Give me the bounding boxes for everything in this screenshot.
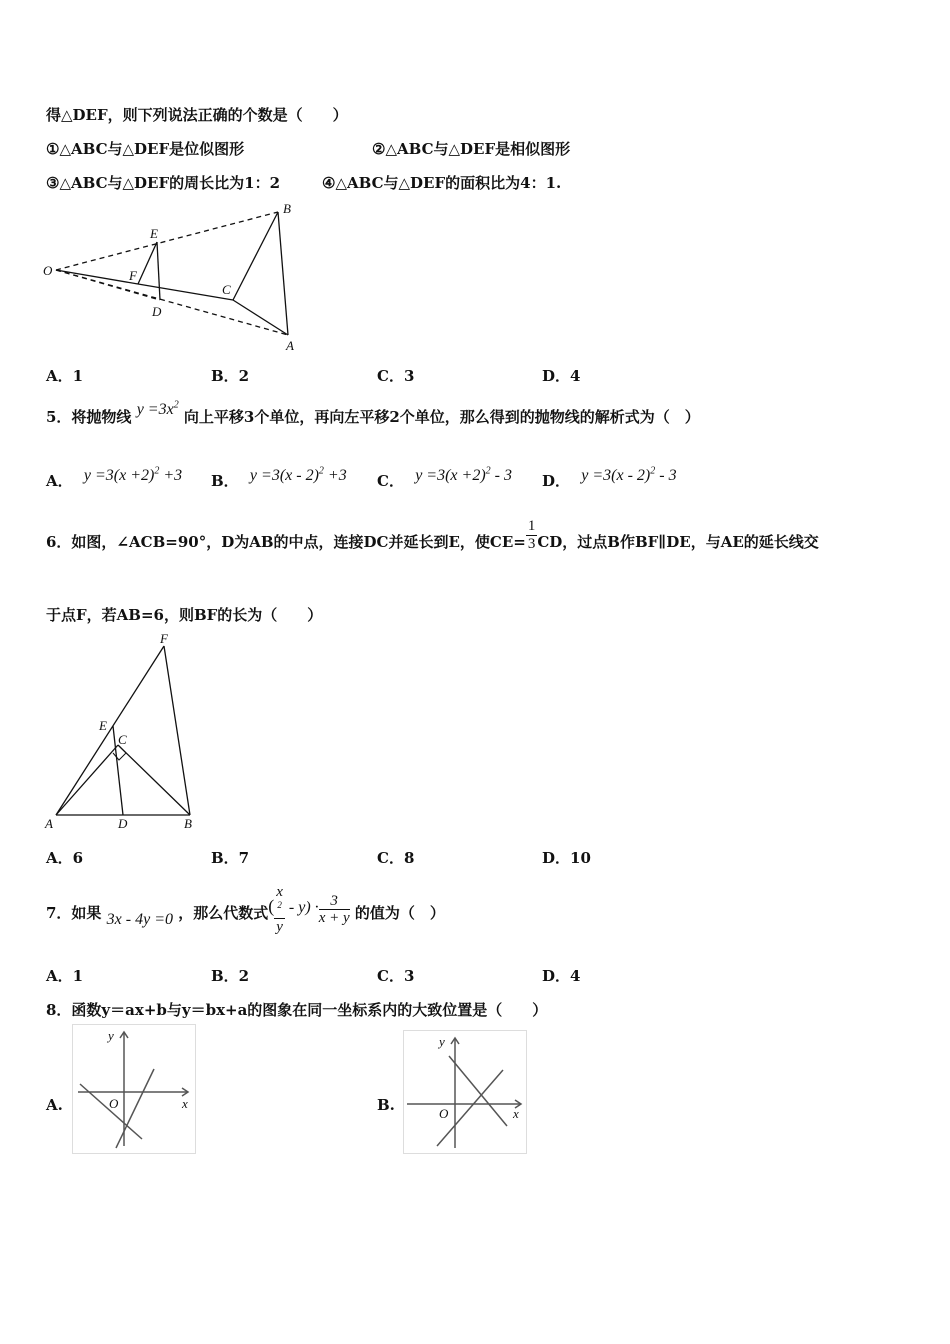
q7-fraction-x2-y: x $^2$ y [276, 884, 283, 935]
q8-option-a-label[interactable]: A. [46, 1096, 63, 1114]
q6-figure [40, 630, 210, 835]
label-E: E [99, 718, 107, 733]
segment-CB [118, 745, 190, 815]
label-A: A [45, 816, 53, 831]
q4-option-d[interactable]: D．4 [542, 367, 581, 385]
q5-option-d[interactable]: D． y =3(x - 2)$^2$ - 3 [542, 465, 677, 490]
segment-FB [164, 646, 190, 815]
q5-suffix: 向上平移3个单位，再向左平移2个单位，那么得到的抛物线的解析式为（ ） [183, 408, 700, 426]
line-2 [116, 1069, 154, 1148]
label-B: B [283, 201, 291, 216]
origin-label: O [439, 1106, 449, 1121]
label-D: D [118, 816, 128, 831]
segment-AC [56, 745, 118, 815]
q4-stem: 得△DEF，则下列说法正确的个数是（ ） [46, 106, 348, 124]
axis-x-label: x [182, 1096, 188, 1111]
q4-option-a[interactable]: A．1 [46, 367, 84, 385]
q7-option-c[interactable]: C．3 [377, 967, 415, 985]
q7-fraction-3-xy: $\frac{3}{x + y}$ [318, 892, 350, 927]
q7-option-d[interactable]: D．4 [542, 967, 581, 985]
q6-option-d[interactable]: D．10 [542, 849, 591, 867]
label-D: D [152, 304, 162, 319]
q7-stem: 7．如果 3x - 4y =0 ，那么代数式( x $^2$ y - y) · $\frac{3}{x + y}$ 的值为（ ） [46, 884, 445, 935]
q5-option-b[interactable]: B． y =3(x - 2)$^2$ +3 [211, 465, 347, 490]
label-C: C [118, 732, 127, 747]
line-1 [449, 1056, 507, 1126]
q5-expression: $y =3x^2$ [136, 399, 179, 418]
axis-y-label: y [108, 1028, 114, 1043]
q6-fraction: $\frac{1}{3}$ [527, 518, 536, 552]
q4-statement-1: ①△ABC与△DEF是位似图形 [46, 140, 245, 158]
q5-prefix: 5．将抛物线 [46, 408, 132, 426]
segment-AF [56, 646, 164, 815]
label-C: C [222, 282, 231, 297]
q7-option-a[interactable]: A．1 [46, 967, 84, 985]
q6-option-c[interactable]: C．8 [377, 849, 415, 867]
segment-FE [138, 242, 157, 284]
q4-statement-3: ③△ABC与△DEF的周长比为1：2 [46, 174, 281, 192]
axis-y-label: y [439, 1034, 445, 1049]
segment-CB [233, 212, 278, 300]
q8-option-b-label[interactable]: B. [377, 1096, 395, 1114]
q8-option-b-graph[interactable] [403, 1030, 527, 1154]
q7-condition: 3x - 4y =0 [106, 910, 173, 928]
q8-option-a-graph[interactable] [72, 1024, 196, 1154]
label-F: F [129, 268, 137, 283]
origin-label: O [109, 1096, 119, 1111]
q6-stem-line2: 于点F，若AB=6，则BF的长为（ ） [46, 606, 323, 624]
segment-ED [157, 242, 160, 300]
segment-AC [233, 300, 288, 335]
label-B: B [184, 816, 192, 831]
label-E: E [150, 226, 158, 241]
segment-BA [278, 212, 288, 335]
q4-figure [40, 200, 310, 355]
q4-option-b[interactable]: B．2 [211, 367, 250, 385]
q5-stem [46, 399, 700, 427]
q4-statement-4: ④△ABC与△DEF的面积比为4：1. [322, 174, 562, 192]
q5-option-c[interactable]: C． $y =3(x +2)^2 - 3$ [377, 465, 512, 490]
q8-stem: 8．函数y＝ax+b与y＝bx+a的图象在同一坐标系内的大致位置是（ ） [46, 1001, 548, 1019]
ray-OB [56, 212, 278, 270]
q5-option-a[interactable]: A． $y =3(x +2)^2 +3$ [46, 465, 183, 490]
label-F: F [160, 631, 168, 646]
q4-option-c[interactable]: C．3 [377, 367, 415, 385]
axis-x-label: x [513, 1106, 519, 1121]
q6-option-b[interactable]: B．7 [211, 849, 250, 867]
segment-OF [56, 270, 138, 284]
q7-option-b[interactable]: B．2 [211, 967, 250, 985]
label-O: O [43, 263, 53, 278]
q6-option-a[interactable]: A．6 [46, 849, 84, 867]
label-A: A [286, 338, 294, 353]
q6-stem-line1: 6．如图，∠ACB=90°，D为AB的中点，连接DC并延长到E，使CE= $\frac{1}{3}$ CD，过点B作BF∥DE，与AE的延长线交 [46, 518, 819, 552]
q4-statement-2: ②△ABC与△DEF是相似图形 [372, 140, 571, 158]
